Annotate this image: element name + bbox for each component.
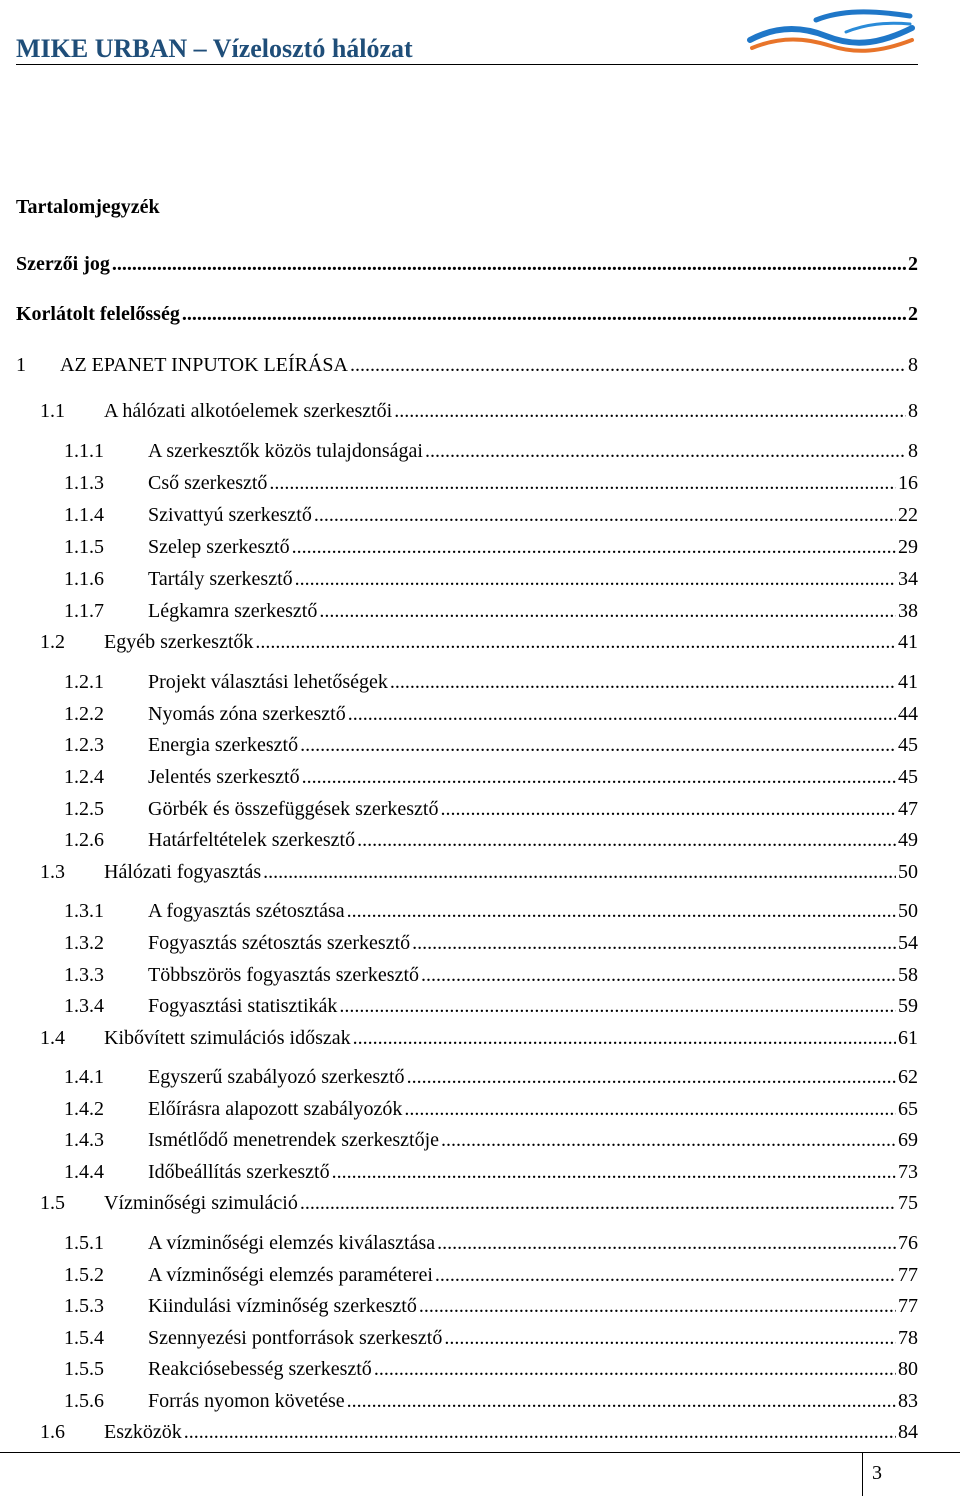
toc-entry-page: 50 xyxy=(898,900,918,922)
toc-entry[interactable] xyxy=(0,669,918,695)
toc-entry[interactable] xyxy=(0,502,918,528)
toc-entry[interactable] xyxy=(0,1127,918,1153)
toc-entry-number: 1.4.1 xyxy=(64,1066,104,1088)
toc-entry-title: Egyszerű szabályozó szerkesztő xyxy=(148,1066,405,1088)
toc-entry-title: Szerzői jog xyxy=(16,253,110,275)
toc-entry-number: 1.5.6 xyxy=(64,1390,104,1412)
toc-entry[interactable] xyxy=(0,1293,918,1319)
toc-entry-page: 61 xyxy=(898,1027,918,1049)
toc-entry-title: Reakciósebesség szerkesztő xyxy=(148,1358,372,1380)
toc-leader-dots xyxy=(182,301,906,327)
toc-leader-dots xyxy=(437,1230,896,1256)
toc-entry-title: Forrás nyomon követése xyxy=(148,1390,345,1412)
toc-leader-dots xyxy=(295,566,896,592)
toc-entry-page: 80 xyxy=(898,1358,918,1380)
toc-entry-number: 1.4 xyxy=(40,1027,65,1049)
toc-entry[interactable] xyxy=(0,438,918,464)
toc-entry[interactable] xyxy=(0,1325,918,1351)
toc-entry[interactable] xyxy=(0,1356,918,1382)
toc-leader-dots xyxy=(184,1419,896,1445)
toc-entry-page: 41 xyxy=(898,631,918,653)
toc-entry-number: 1.1.3 xyxy=(64,472,104,494)
toc-leader-dots xyxy=(300,732,896,758)
toc-entry-page: 8 xyxy=(908,440,918,462)
toc-leader-dots xyxy=(374,1356,896,1382)
toc-entry-number: 1.4.3 xyxy=(64,1129,104,1151)
toc-entry-title: AZ EPANET INPUTOK LEÍRÁSA xyxy=(60,354,348,376)
toc-entry[interactable] xyxy=(0,701,918,727)
toc-entry[interactable] xyxy=(0,1388,918,1414)
toc-entry[interactable] xyxy=(0,629,918,655)
toc-entry[interactable] xyxy=(0,1064,918,1090)
toc-entry[interactable] xyxy=(0,796,918,822)
toc-leader-dots xyxy=(112,251,906,277)
toc-entry-number: 1.3 xyxy=(40,861,65,883)
toc-leader-dots xyxy=(353,1025,896,1051)
toc-entry[interactable] xyxy=(0,398,918,424)
toc-entry-page: 45 xyxy=(898,734,918,756)
toc-entry-title: Nyomás zóna szerkesztő xyxy=(148,703,346,725)
toc-entry[interactable] xyxy=(0,930,918,956)
toc-leader-dots xyxy=(394,398,906,424)
toc-entry-page: 76 xyxy=(898,1232,918,1254)
toc-entry-title: Cső szerkesztő xyxy=(148,472,268,494)
toc-leader-dots xyxy=(348,701,896,727)
toc-entry-number: 1.2.4 xyxy=(64,766,104,788)
toc-entry-title: Ismétlődő menetrendek szerkesztője xyxy=(148,1129,439,1151)
toc-entry-number: 1.3.2 xyxy=(64,932,104,954)
toc-entry-number: 1.1.5 xyxy=(64,536,104,558)
toc-entry[interactable] xyxy=(0,352,918,378)
toc-entry-title: Hálózati fogyasztás xyxy=(104,861,262,883)
toc-entry-title: Jelentés szerkesztő xyxy=(148,766,300,788)
toc-entry-title: Eszközök xyxy=(104,1421,182,1443)
toc-entry-page: 29 xyxy=(898,536,918,558)
toc-entry-page: 54 xyxy=(898,932,918,954)
toc-entry-title: A vízminőségi elemzés paraméterei xyxy=(148,1264,433,1286)
toc-leader-dots xyxy=(300,1190,896,1216)
toc-entry-number: 1.5.3 xyxy=(64,1295,104,1317)
toc-leader-dots xyxy=(444,1325,896,1351)
toc-leader-dots xyxy=(319,598,896,624)
toc-entry-page: 34 xyxy=(898,568,918,590)
toc-entry[interactable] xyxy=(0,1096,918,1122)
toc-entry[interactable] xyxy=(0,993,918,1019)
toc-heading: Tartalomjegyzék xyxy=(16,196,160,218)
toc-entry-number: 1.2.5 xyxy=(64,798,104,820)
toc-entry-page: 2 xyxy=(908,303,918,325)
toc-leader-dots xyxy=(302,764,896,790)
toc-entry-number: 1.1.4 xyxy=(64,504,104,526)
toc-leader-dots xyxy=(441,1127,896,1153)
toc-entry-title: Görbék és összefüggések szerkesztő xyxy=(148,798,439,820)
toc-entry-title: Időbeállítás szerkesztő xyxy=(148,1161,330,1183)
toc-leader-dots xyxy=(339,993,896,1019)
toc-leader-dots xyxy=(314,502,896,528)
toc-entry-title: Szivattyú szerkesztő xyxy=(148,504,312,526)
toc-entry[interactable] xyxy=(0,470,918,496)
toc-entry-number: 1.3.4 xyxy=(64,995,104,1017)
toc-entry-title: Szennyezési pontforrások szerkesztő xyxy=(148,1327,443,1349)
toc-entry-page: 77 xyxy=(898,1295,918,1317)
toc-entry-number: 1.1.7 xyxy=(64,600,104,622)
toc-entry[interactable] xyxy=(0,251,918,277)
toc-entry-title: A vízminőségi elemzés kiválasztása xyxy=(148,1232,436,1254)
toc-entry-title: Vízminőségi szimuláció xyxy=(104,1192,298,1214)
toc-leader-dots xyxy=(390,669,896,695)
toc-entry-number: 1.2.1 xyxy=(64,671,104,693)
toc-leader-dots xyxy=(263,859,896,885)
toc-entry-number: 1.1 xyxy=(40,400,65,422)
toc-leader-dots xyxy=(421,962,896,988)
toc-leader-dots xyxy=(350,352,906,378)
toc-entry-page: 16 xyxy=(898,472,918,494)
toc-entry-page: 50 xyxy=(898,861,918,883)
toc-entry-page: 44 xyxy=(898,703,918,725)
toc-entry[interactable] xyxy=(0,962,918,988)
toc-entry-title: Határfeltételek szerkesztő xyxy=(148,829,356,851)
toc-entry-page: 59 xyxy=(898,995,918,1017)
toc-entry[interactable] xyxy=(0,764,918,790)
toc-entry[interactable] xyxy=(0,859,918,885)
toc-entry-number: 1.2.2 xyxy=(64,703,104,725)
toc-leader-dots xyxy=(357,827,896,853)
toc-leader-dots xyxy=(404,1096,896,1122)
footer-vertical-divider xyxy=(862,1452,863,1496)
toc-entry-title: Fogyasztás szétosztás szerkesztő xyxy=(148,932,411,954)
logo-wave-blue-2 xyxy=(816,12,910,20)
toc-entry-number: 1.5.4 xyxy=(64,1327,104,1349)
toc-entry[interactable] xyxy=(0,1159,918,1185)
toc-leader-dots xyxy=(347,1388,896,1414)
document-title: MIKE URBAN – Vízelosztó hálózat xyxy=(16,34,413,63)
toc-entry-page: 77 xyxy=(898,1264,918,1286)
toc-entry-title: Projekt választási lehetőségek xyxy=(148,671,388,693)
toc-entry[interactable] xyxy=(0,566,918,592)
toc-entry-number: 1.5.1 xyxy=(64,1232,104,1254)
toc-entry-page: 22 xyxy=(898,504,918,526)
toc-leader-dots xyxy=(425,438,906,464)
toc-entry-title: Energia szerkesztő xyxy=(148,734,299,756)
toc-leader-dots xyxy=(407,1064,896,1090)
toc-entry-page: 49 xyxy=(898,829,918,851)
toc-entry-number: 1.5.5 xyxy=(64,1358,104,1380)
toc-entry-title: Előírásra alapozott szabályozók xyxy=(148,1098,403,1120)
toc-entry-number: 1.4.2 xyxy=(64,1098,104,1120)
toc-entry-page: 84 xyxy=(898,1421,918,1443)
toc-entry[interactable] xyxy=(0,301,918,327)
toc-entry-number: 1.3.1 xyxy=(64,900,104,922)
page-number: 3 xyxy=(872,1462,882,1484)
toc-entry-title: Fogyasztási statisztikák xyxy=(148,995,338,1017)
toc-entry[interactable] xyxy=(0,1419,918,1445)
header-divider xyxy=(16,64,918,65)
toc-entry[interactable] xyxy=(0,732,918,758)
company-logo xyxy=(746,6,916,58)
toc-entry-title: Korlátolt felelősség xyxy=(16,303,180,325)
toc-entry-title: Többszörös fogyasztás szerkesztő xyxy=(148,964,420,986)
toc-entry-page: 73 xyxy=(898,1161,918,1183)
toc-entry-number: 1.1.6 xyxy=(64,568,104,590)
toc-entry[interactable] xyxy=(0,898,918,924)
toc-entry-page: 8 xyxy=(908,400,918,422)
toc-entry[interactable] xyxy=(0,598,918,624)
toc-entry-number: 1.5.2 xyxy=(64,1264,104,1286)
toc-entry[interactable] xyxy=(0,534,918,560)
toc-entry-number: 1.1.1 xyxy=(64,440,104,462)
toc-entry-page: 41 xyxy=(898,671,918,693)
toc-leader-dots xyxy=(347,898,896,924)
toc-entry-title: Szelep szerkesztő xyxy=(148,536,290,558)
toc-leader-dots xyxy=(269,470,896,496)
toc-entry-page: 65 xyxy=(898,1098,918,1120)
toc-entry-number: 1.2.3 xyxy=(64,734,104,756)
toc-entry-page: 62 xyxy=(898,1066,918,1088)
toc-entry-page: 47 xyxy=(898,798,918,820)
toc-entry-title: Légkamra szerkesztő xyxy=(148,600,318,622)
toc-leader-dots xyxy=(412,930,896,956)
toc-leader-dots xyxy=(419,1293,896,1319)
toc-entry-title: Tartály szerkesztő xyxy=(148,568,293,590)
toc-entry-title: Kiindulási vízminőség szerkesztő xyxy=(148,1295,417,1317)
toc-entry-title: Kibővített szimulációs időszak xyxy=(104,1027,351,1049)
footer-divider xyxy=(0,1452,960,1453)
toc-entry[interactable] xyxy=(0,1025,918,1051)
toc-entry-number: 1.6 xyxy=(40,1421,65,1443)
toc-leader-dots xyxy=(440,796,896,822)
toc-leader-dots xyxy=(292,534,896,560)
toc-entry-page: 2 xyxy=(908,253,918,275)
toc-leader-dots xyxy=(255,629,896,655)
toc-entry-title: Egyéb szerkesztők xyxy=(104,631,254,653)
toc-entry-title: A szerkesztők közös tulajdonságai xyxy=(148,440,423,462)
toc-entry[interactable] xyxy=(0,1230,918,1256)
toc-leader-dots xyxy=(435,1262,896,1288)
toc-entry-page: 78 xyxy=(898,1327,918,1349)
toc-entry-page: 58 xyxy=(898,964,918,986)
toc-entry-page: 38 xyxy=(898,600,918,622)
toc-leader-dots xyxy=(332,1159,896,1185)
toc-entry[interactable] xyxy=(0,1190,918,1216)
toc-entry-title: A hálózati alkotóelemek szerkesztői xyxy=(104,400,393,422)
toc-entry-page: 69 xyxy=(898,1129,918,1151)
toc-entry-number: 1.2 xyxy=(40,631,65,653)
toc-entry-page: 45 xyxy=(898,766,918,788)
toc-entry-page: 75 xyxy=(898,1192,918,1214)
toc-entry-title: A fogyasztás szétosztása xyxy=(148,900,345,922)
toc-entry-number: 1 xyxy=(16,354,26,376)
toc-entry-number: 1.5 xyxy=(40,1192,65,1214)
toc-entry-number: 1.3.3 xyxy=(64,964,104,986)
toc-entry[interactable] xyxy=(0,1262,918,1288)
toc-entry[interactable] xyxy=(0,827,918,853)
toc-entry-page: 83 xyxy=(898,1390,918,1412)
toc-entry-page: 8 xyxy=(908,354,918,376)
toc-entry-number: 1.4.4 xyxy=(64,1161,104,1183)
toc-entry-number: 1.2.6 xyxy=(64,829,104,851)
